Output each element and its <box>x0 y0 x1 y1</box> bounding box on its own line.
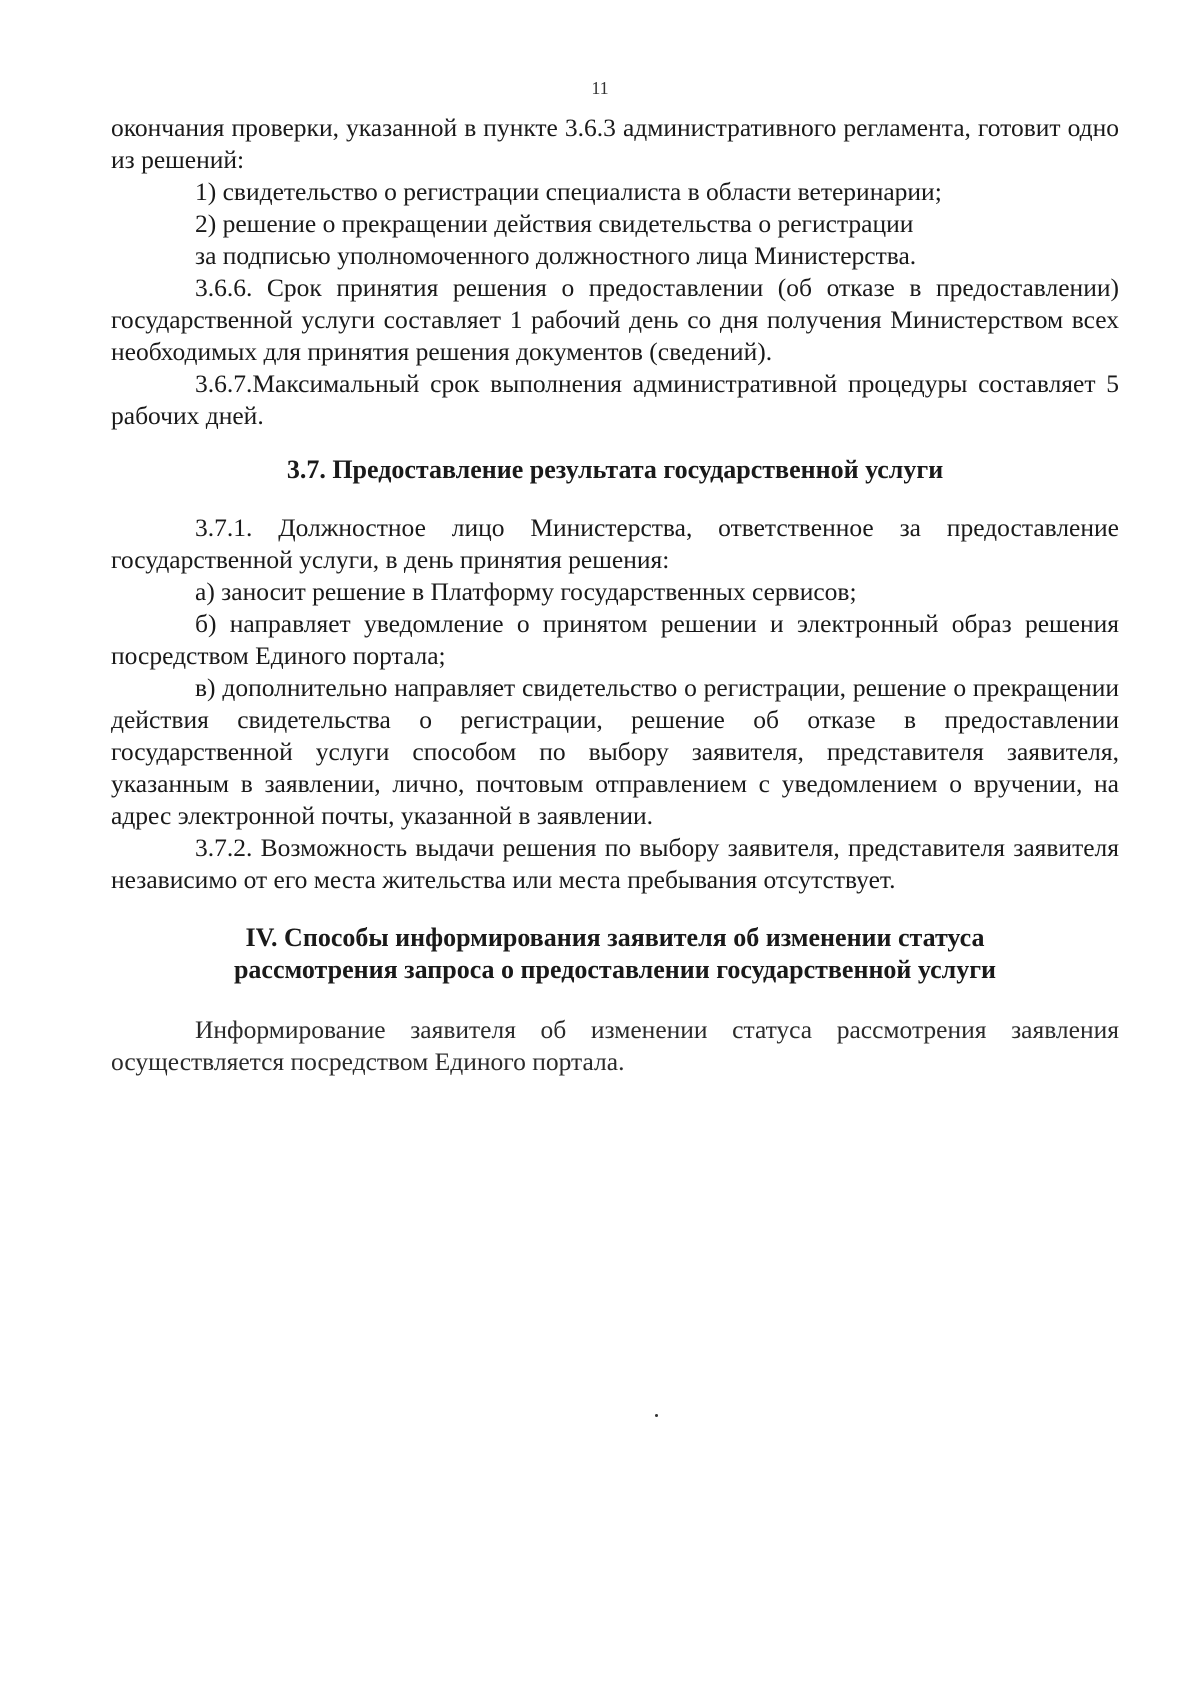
document-body <box>111 112 1119 1078</box>
list-item-a: а) заносит решение в Платформу государственных сервисов; <box>195 577 857 606</box>
paragraph-continuation: окончания проверки, указанной в пункте 3.6.3 административного регламента, готовит одно из решений: <box>111 113 1119 174</box>
list-item-certificate: 1) свидетельство о регистрации специалиста в области ветеринарии; <box>195 177 942 206</box>
list-item-v: в) дополнительно направляет свидетельство о регистрации, решение о прекращении действия свидетельства о регистрации, решение об отказе в предоставлении государственной услуги способом по выбору заявителя, представителя заявителя, указанным в заявлении, лично, почтовым отправлением с уведомлением о вручении, на адрес электронной почты, указанной в заявлении. <box>111 673 1119 830</box>
paragraph-3-7-1: 3.7.1. Должностное лицо Министерства, ответственное за предоставление государственной услуги, в день принятия решения: <box>111 513 1119 574</box>
section-heading-3-7: 3.7. Предоставление результата государственной услуги <box>286 455 944 484</box>
section-heading-iv-line2: рассмотрения запроса о предоставлении государственной услуги <box>233 955 997 984</box>
paragraph-signature: за подписью уполномоченного должностного лица Министерства. <box>195 241 917 270</box>
scan-speck <box>655 1414 658 1417</box>
paragraph-3-6-7: 3.6.7.Максимальный срок выполнения административной процедуры составляет 5 рабочих дней. <box>111 369 1119 430</box>
paragraph-3-7-2: 3.7.2. Возможность выдачи решения по выбору заявителя, представителя заявителя независимо от его места жительства или места пребывания отсутствует. <box>111 833 1119 894</box>
paragraph-3-6-6: 3.6.6. Срок принятия решения о предоставлении (об отказе в предоставлении) государственной услуги составляет 1 рабочий день со дня получения Министерством всех необходимых для принятия решения документов (сведений). <box>111 273 1119 366</box>
list-item-termination: 2) решение о прекращении действия свидетельства о регистрации <box>195 209 914 238</box>
section-heading-iv-line1: IV. Способы информирования заявителя об изменении статуса <box>245 923 985 952</box>
page-number: 11 <box>591 78 609 98</box>
list-item-b: б) направляет уведомление о принятом решении и электронный образ решения посредством Единого портала; <box>111 609 1119 670</box>
section-heading-iv <box>111 922 1119 986</box>
paragraph-informing: Информирование заявителя об изменении статуса рассмотрения заявления осуществляется посредством Единого портала. <box>111 1015 1119 1076</box>
